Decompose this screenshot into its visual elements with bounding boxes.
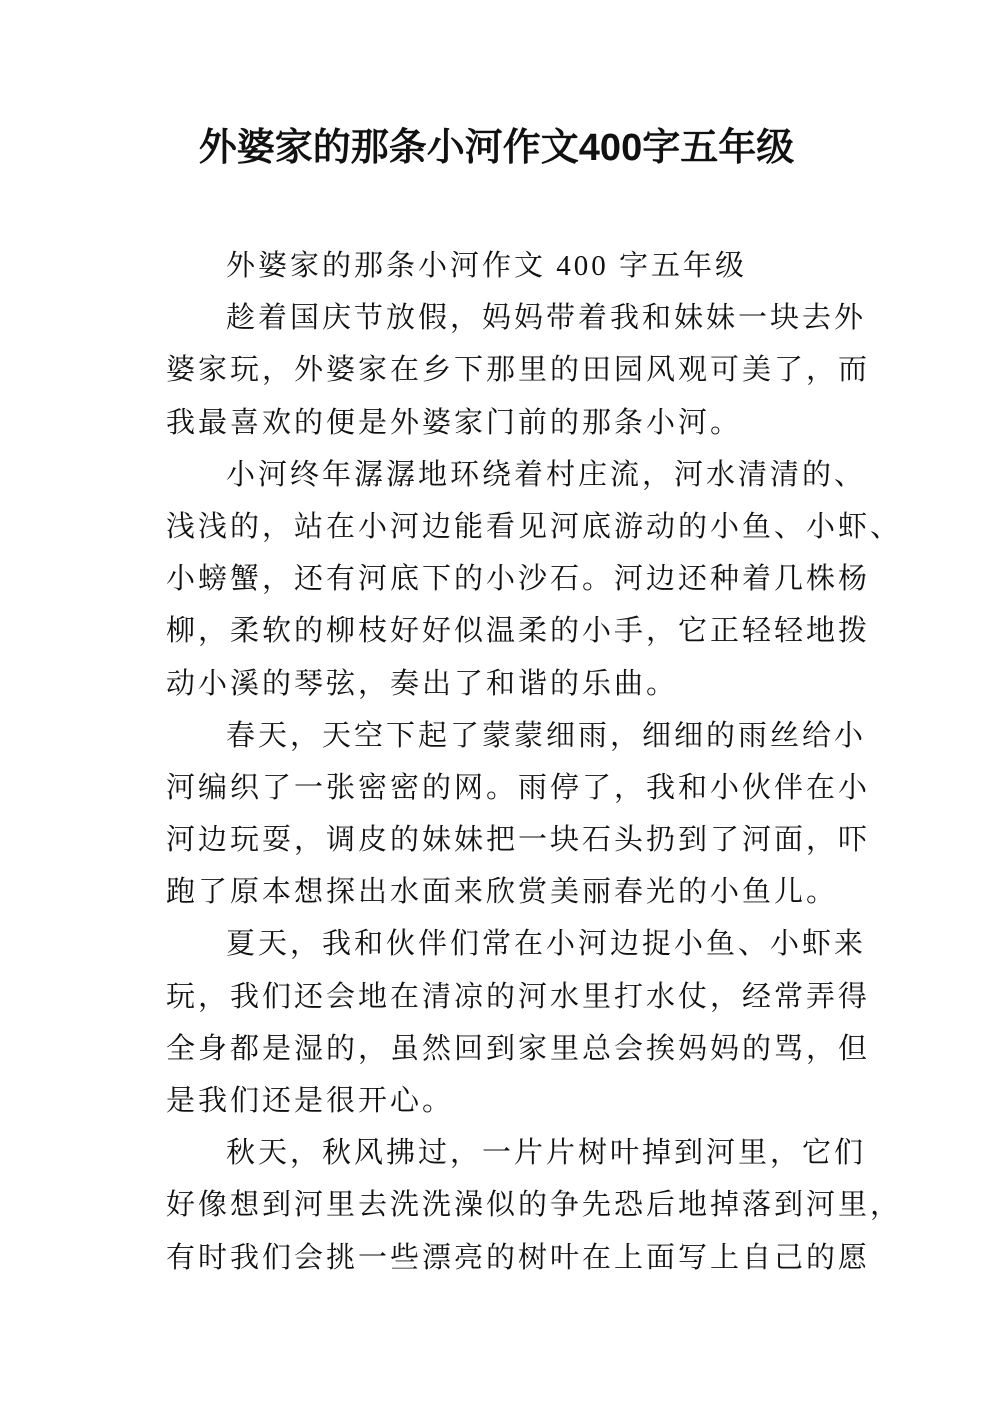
text-line: 玩，我们还会地在清凉的河水里打水仗，经常弄得	[166, 980, 871, 1013]
paragraph	[166, 1127, 903, 1284]
paragraph	[166, 710, 871, 919]
text-line: 浅浅的，站在小河边能看见河底游动的小鱼、小虾、	[166, 510, 903, 543]
text-line: 全身都是湿的，虽然回到家里总会挨妈妈的骂，但	[166, 1032, 871, 1065]
paragraph	[166, 292, 871, 449]
text-line: 小螃蟹，还有河底下的小沙石。河边还种着几株杨	[166, 563, 871, 596]
text-line: 跑了原本想探出水面来欣赏美丽春光的小鱼儿。	[166, 876, 839, 909]
text-line: 趁着国庆节放假，妈妈带着我和妹妹一块去外	[226, 302, 867, 335]
text-line: 是我们还是很开心。	[166, 1085, 455, 1117]
text-line: 春天，天空下起了蒙蒙细雨，细细的雨丝给小	[226, 719, 867, 752]
text-line: 柳，柔软的柳枝好好似温柔的小手，它正轻轻地拨	[166, 615, 871, 648]
text-line: 好像想到河里去洗洗澡似的争先恐后地掉落到河里，	[166, 1189, 903, 1222]
text-line: 秋天，秋风拂过，一片片树叶掉到河里，它们	[226, 1137, 867, 1170]
paragraph-heading	[166, 240, 866, 292]
text-line: 外婆家的那条小河作文 400 字五年级	[226, 250, 748, 282]
paragraph	[166, 918, 871, 1127]
text-line: 河编织了一张密密的网。雨停了，我和小伙伴在小	[166, 771, 871, 804]
document-title: 外婆家的那条小河作文400字五年级	[198, 127, 795, 169]
text-line: 小河终年潺潺地环绕着村庄流，河水清清的、	[226, 458, 867, 491]
text-line: 河边玩耍，调皮的妹妹把一块石头扔到了河面，吓	[166, 824, 871, 857]
text-line: 有时我们会挑一些漂亮的树叶在上面写上自己的愿	[166, 1241, 871, 1274]
text-line: 婆家玩，外婆家在乡下那里的田园风观可美了，而	[166, 354, 871, 387]
text-line: 动小溪的琴弦，奏出了和谐的乐曲。	[166, 667, 679, 700]
paragraph	[166, 449, 903, 710]
text-line: 夏天，我和伙伴们常在小河边捉小鱼、小虾来	[226, 928, 867, 961]
document-body	[166, 240, 903, 1284]
text-line: 我最喜欢的便是外婆家门前的那条小河。	[166, 406, 743, 439]
